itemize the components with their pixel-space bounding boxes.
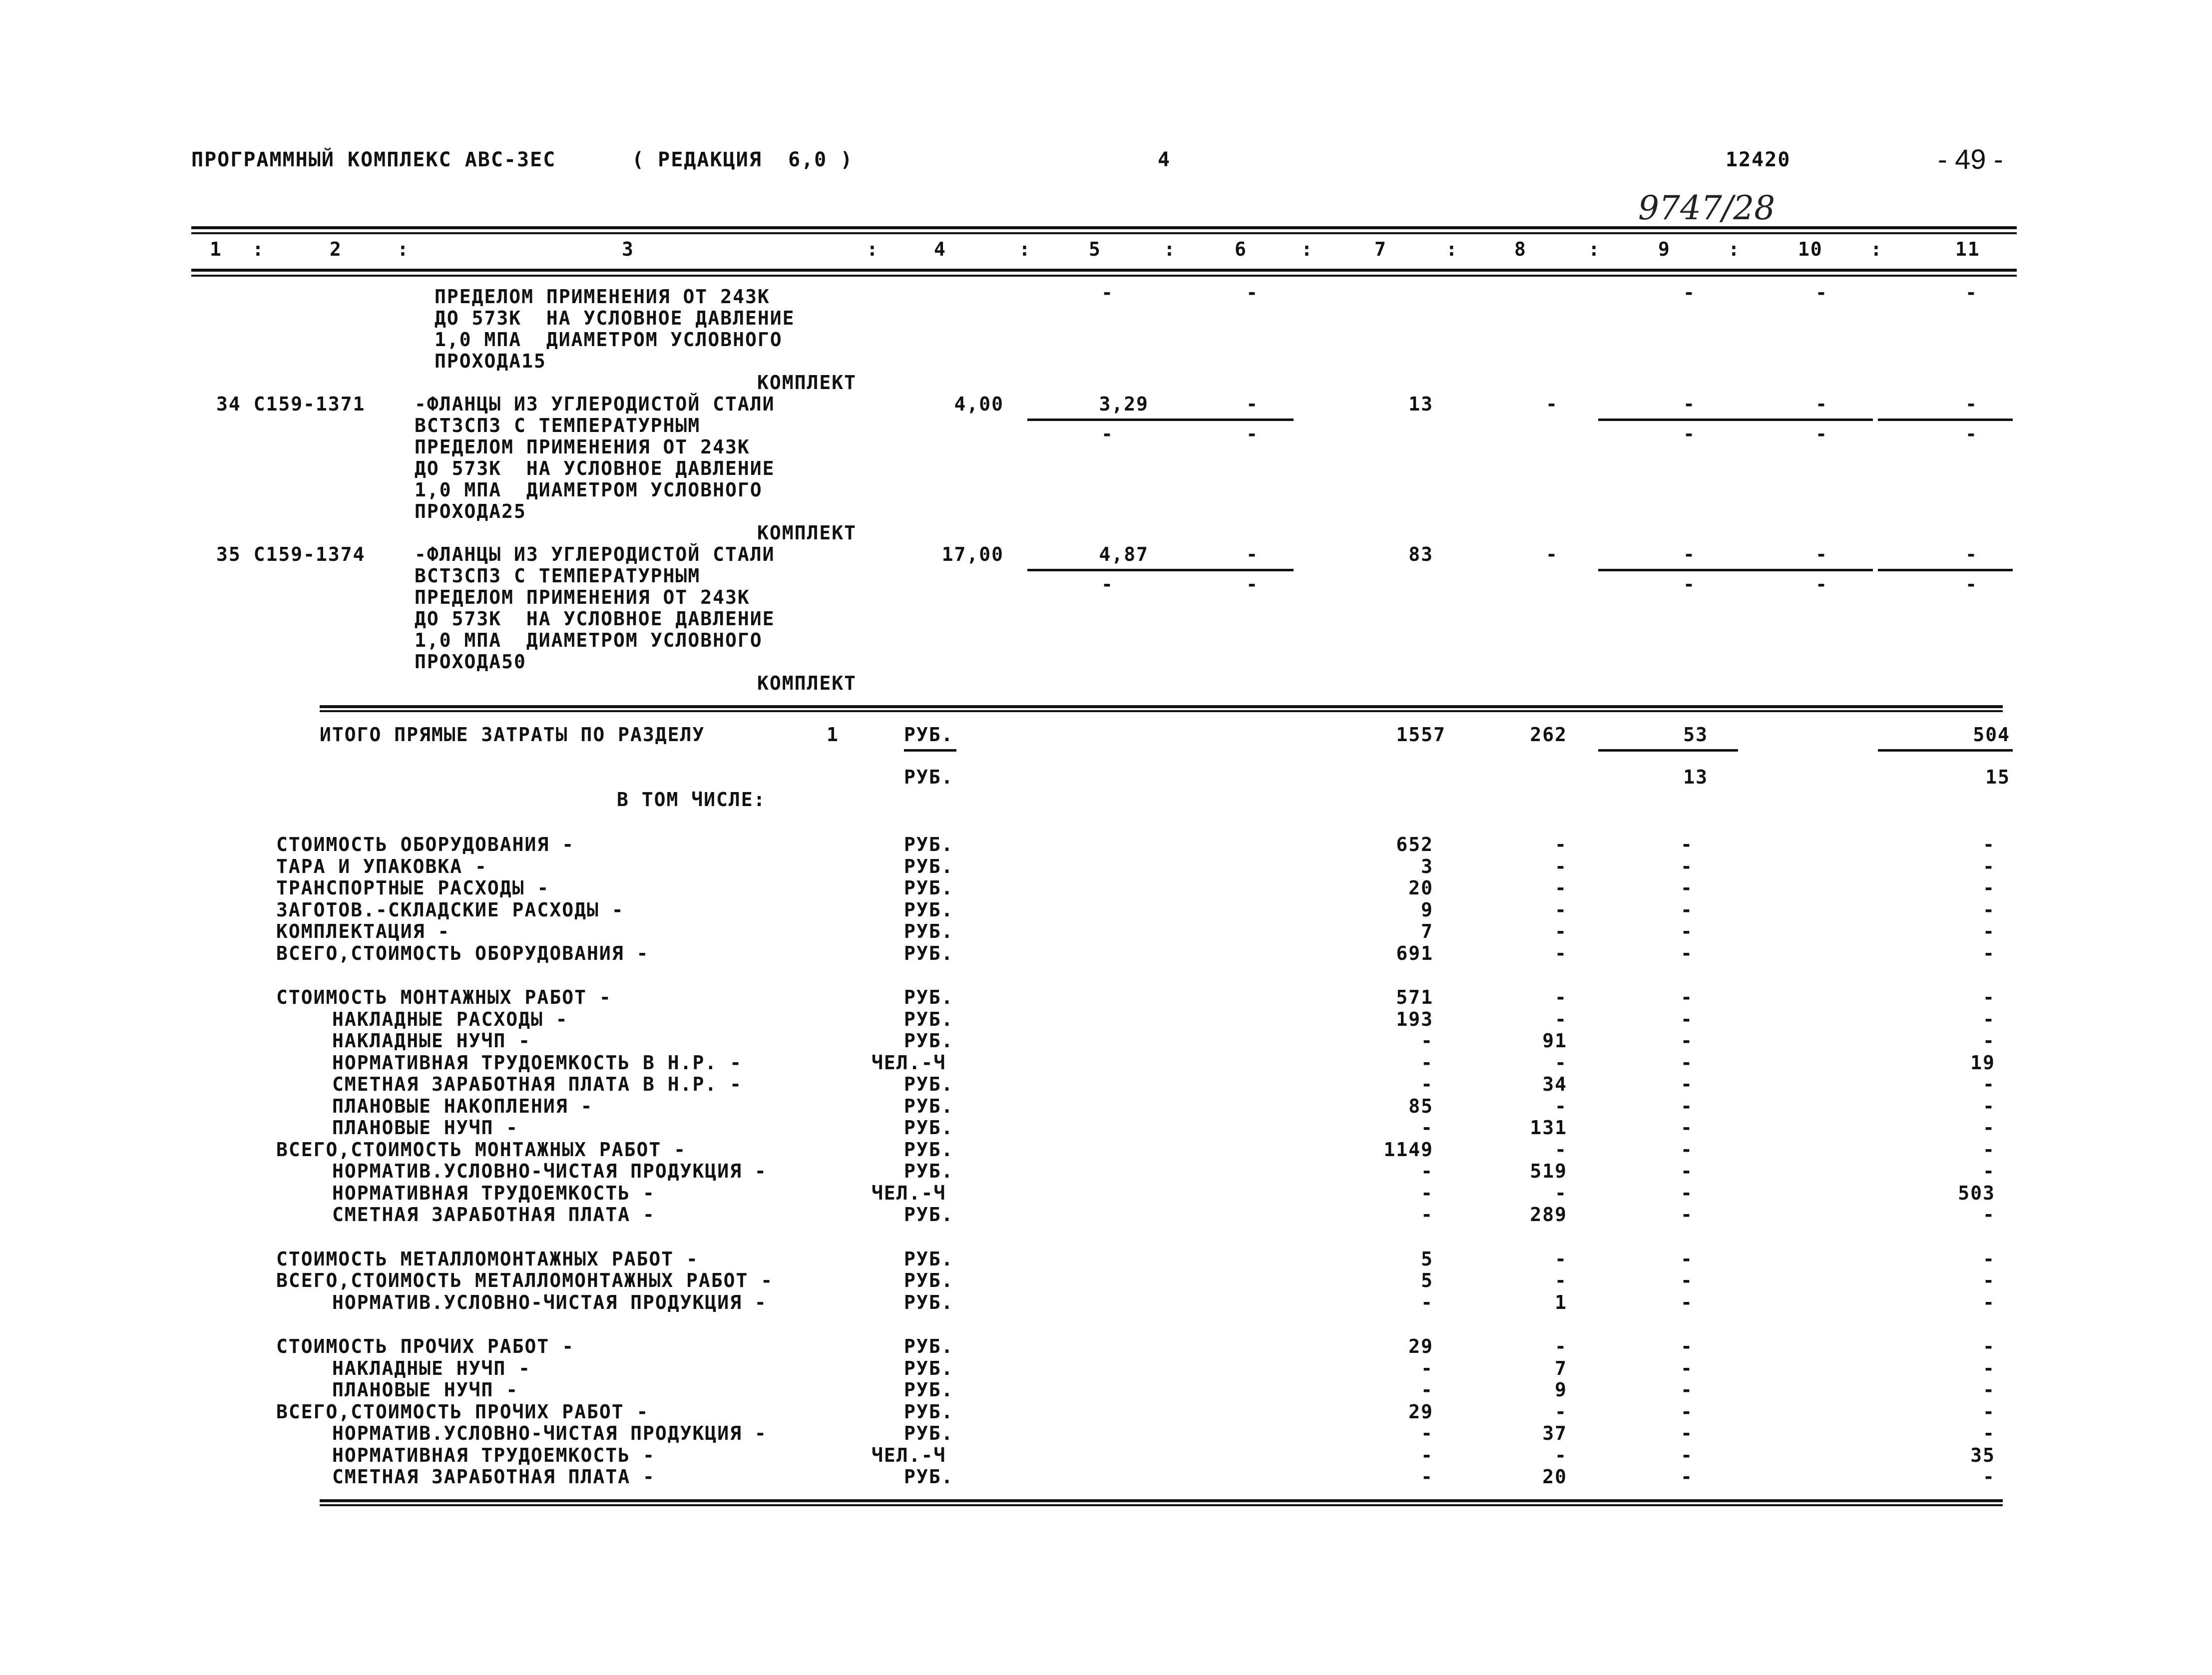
summary-col7: - [1421,1357,1433,1379]
fraction-rule [1878,569,2013,571]
item-col5: 4,87 [1099,543,1149,565]
total-unit: РУБ. [904,724,954,746]
column-separator: : [1164,238,1176,260]
summary-col7: - [1421,1379,1433,1401]
rule-total-top-2 [320,710,2003,712]
summary-unit: РУБ. [904,942,954,964]
item-description-line: 1,0 МПА ДИАМЕТРОМ УСЛОВНОГО [415,629,763,651]
sheet-number: 4 [1158,148,1171,171]
rule-bottom-2 [320,1504,2003,1506]
item-col7: 13 [1408,393,1433,415]
summary-col11: - [1983,1160,1995,1182]
summary-unit: РУБ. [904,877,954,899]
document-code: 12420 [1726,148,1791,171]
summary-col8: 289 [1530,1204,1567,1226]
summary-col7: 5 [1421,1248,1433,1270]
summary-col7: 29 [1408,1400,1433,1423]
summary-col7: - [1421,1160,1433,1182]
summary-label: ТРАНСПОРТНЫЕ РАСХОДЫ - [276,877,550,899]
dash-c8: - [1546,543,1558,565]
summary-unit: РУБ. [904,920,954,942]
summary-col11: - [1983,1269,1995,1291]
summary-col7: - [1421,1030,1433,1052]
summary-col11: 19 [1970,1051,1995,1074]
rule-top-2 [191,232,2017,234]
tail-unit: КОМПЛЕКТ [757,372,857,394]
summary-col8: - [1555,1269,1567,1291]
summary-col7: 1149 [1383,1138,1433,1161]
summary-unit: РУБ. [904,1466,954,1488]
summary-col9: - [1681,1160,1693,1182]
summary-col9: - [1681,1182,1693,1204]
summary-col11: - [1983,1095,1995,1117]
summary-label: НОРМАТИВ.УСЛОВНО-ЧИСТАЯ ПРОДУКЦИЯ - [332,1160,767,1182]
summary-col8: - [1555,986,1567,1008]
summary-col9: - [1681,1117,1693,1139]
summary-col11: - [1983,1357,1995,1379]
fraction-rule [1878,749,2013,752]
summary-col7: 85 [1408,1095,1433,1117]
summary-label: СМЕТНАЯ ЗАРАБОТНАЯ ПЛАТА - [332,1466,655,1488]
summary-col7: 193 [1396,1008,1433,1030]
column-number-11: 11 [1955,238,1980,260]
dash-c6-lower: - [1246,573,1259,595]
summary-col8: 7 [1555,1357,1567,1379]
column-number-3: 3 [622,238,634,260]
summary-col7: 571 [1396,986,1433,1008]
summary-col9: - [1681,1422,1693,1444]
column-number-10: 10 [1798,238,1823,260]
item-description-line: ДО 573К НА УСЛОВНОЕ ДАВЛЕНИЕ [415,457,775,479]
column-number-1: 1 [210,238,222,260]
summary-unit: ЧЕЛ.-Ч [872,1182,946,1204]
summary-label: ПЛАНОВЫЕ НУЧП - [332,1117,519,1139]
summary-label: СТОИМОСТЬ МОНТАЖНЫХ РАБОТ - [276,986,612,1008]
page-number: - 49 - [1938,143,2003,175]
dash-c11: - [1965,282,1978,304]
item-unit: КОМПЛЕКТ [757,522,857,544]
total-section: 1 [827,724,839,746]
summary-unit: РУБ. [904,1357,954,1379]
summary-col11: - [1983,1073,1995,1095]
fraction-rule [1878,419,2013,421]
summary-col11: - [1983,1335,1995,1357]
summary-col8: - [1555,855,1567,877]
summary-col8: - [1555,942,1567,964]
summary-col8: - [1555,920,1567,942]
summary-col11: - [1983,920,1995,942]
summary-col9: - [1681,1008,1693,1030]
summary-label: СТОИМОСТЬ МЕТАЛЛОМОНТАЖНЫХ РАБОТ - [276,1248,699,1270]
summary-col7: - [1421,1422,1433,1444]
tail-line: ПРЕДЕЛОМ ПРИМЕНЕНИЯ ОТ 243К [435,286,770,308]
summary-unit: РУБ. [904,1335,954,1357]
summary-col11: - [1983,1466,1995,1488]
item-description-line: ПРЕДЕЛОМ ПРИМЕНЕНИЯ ОТ 243К [415,586,750,608]
dash-c10: - [1815,393,1828,415]
column-number-2: 2 [330,238,342,260]
fraction-rule [1027,419,1176,421]
summary-col8: - [1555,1248,1567,1270]
summary-label: ЗАГОТОВ.-СКЛАДСКИЕ РАСХОДЫ - [276,898,624,921]
summary-col9: - [1681,1444,1693,1466]
summary-col8: - [1555,1335,1567,1357]
summary-col7: 5 [1421,1269,1433,1291]
edition: ( РЕДАКЦИЯ 6,0 ) [632,148,854,171]
column-separator: : [252,238,265,260]
tail-line: ПРОХОДА15 [435,350,546,372]
summary-unit: РУБ. [904,1379,954,1401]
summary-unit: РУБ. [904,1248,954,1270]
rule-header-bottom-2 [191,275,2017,277]
summary-col11: - [1983,1291,1995,1313]
column-separator: : [867,238,879,260]
dash-c6: - [1246,393,1259,415]
dash-c11: - [1965,393,1978,415]
dash-c5: - [1101,282,1114,304]
summary-col9: - [1681,1400,1693,1423]
summary-unit: РУБ. [904,1291,954,1313]
rule-total-top [320,705,2003,708]
summary-col8: - [1555,1400,1567,1423]
summary-col7: 9 [1421,898,1433,921]
summary-col8: - [1555,1182,1567,1204]
summary-unit: РУБ. [904,1422,954,1444]
summary-col8: 519 [1530,1160,1567,1182]
dash-c10-lower: - [1815,423,1828,445]
summary-col8: - [1555,1138,1567,1161]
summary-col11: - [1983,898,1995,921]
summary-col11: - [1983,1248,1995,1270]
summary-unit: ЧЕЛ.-Ч [872,1444,946,1466]
item-col5: 3,29 [1099,393,1149,415]
summary-col11: - [1983,1204,1995,1226]
summary-col11: - [1983,1008,1995,1030]
item-description-line: ПРОХОДА25 [415,500,526,522]
summary-col9: - [1681,920,1693,942]
summary-label: ВСЕГО,СТОИМОСТЬ МОНТАЖНЫХ РАБОТ - [276,1138,686,1161]
column-separator: : [1301,238,1314,260]
summary-col7: - [1421,1204,1433,1226]
column-number-9: 9 [1658,238,1671,260]
summary-col8: - [1555,898,1567,921]
summary-col7: 20 [1408,877,1433,899]
summary-col9: - [1681,1030,1693,1052]
summary-col8: - [1555,1095,1567,1117]
column-separator: : [1446,238,1458,260]
summary-col8: 34 [1542,1073,1567,1095]
summary-label: СТОИМОСТЬ ОБОРУДОВАНИЯ - [276,834,575,855]
summary-col9: - [1681,855,1693,877]
summary-label: НОРМАТИВНАЯ ТРУДОЕМКОСТЬ - [332,1444,655,1466]
dash-c10: - [1815,543,1828,565]
summary-label: СМЕТНАЯ ЗАРАБОТНАЯ ПЛАТА В Н.Р. - [332,1073,742,1095]
summary-unit: РУБ. [904,1204,954,1226]
summary-unit: РУБ. [904,1008,954,1030]
summary-col11: - [1983,855,1995,877]
summary-unit: РУБ. [904,1095,954,1117]
summary-col8: - [1555,1051,1567,1074]
summary-col11: - [1983,1379,1995,1401]
program-title: ПРОГРАММНЫЙ КОМПЛЕКС АВС-ЗЕС [191,148,556,171]
summary-label: НАКЛАДНЫЕ НУЧП - [332,1030,531,1052]
summary-col9: - [1681,1335,1693,1357]
dash-c5-lower: - [1101,423,1114,445]
fraction-rule [1171,419,1294,421]
summary-unit: РУБ. [904,1138,954,1161]
column-number-5: 5 [1089,238,1101,260]
summary-unit: РУБ. [904,1269,954,1291]
summary-label: ТАРА И УПАКОВКА - [276,855,487,877]
column-separator: : [1019,238,1031,260]
summary-label: НОРМАТИВ.УСЛОВНО-ЧИСТАЯ ПРОДУКЦИЯ - [332,1422,767,1444]
dash-c9-lower: - [1683,573,1696,595]
column-separator: : [1588,238,1601,260]
summary-col9: - [1681,877,1693,899]
summary-col8: 91 [1542,1030,1567,1052]
summary-col9: - [1681,1291,1693,1313]
summary-col8: 9 [1555,1379,1567,1401]
summary-label: НОРМАТИВНАЯ ТРУДОЕМКОСТЬ В Н.Р. - [332,1051,742,1074]
total-col11: 504 [1973,724,2010,746]
summary-col7: 29 [1408,1335,1433,1357]
total-col8: 262 [1530,724,1567,746]
summary-col9: - [1681,1379,1693,1401]
summary-col9: - [1681,1248,1693,1270]
summary-label: ПЛАНОВЫЕ НУЧП - [332,1379,519,1401]
summary-unit: ЧЕЛ.-Ч [872,1051,946,1074]
summary-col9: - [1681,898,1693,921]
item-unit: КОМПЛЕКТ [757,672,857,694]
summary-col8: 1 [1555,1291,1567,1313]
rule-header-bottom [191,269,2017,272]
summary-label: НАКЛАДНЫЕ НУЧП - [332,1357,531,1379]
summary-col7: - [1421,1117,1433,1139]
dash-c9: - [1683,282,1696,304]
summary-col9: - [1681,1073,1693,1095]
fraction-rule [1598,569,1738,571]
item-description-line: -ФЛАНЦЫ ИЗ УГЛЕРОДИСТОЙ СТАЛИ [415,543,775,565]
summary-col11: 35 [1970,1444,1995,1466]
total-label: ИТОГО ПРЯМЫЕ ЗАТРАТЫ ПО РАЗДЕЛУ [320,724,705,746]
summary-label: ВСЕГО,СТОИМОСТЬ МЕТАЛЛОМОНТАЖНЫХ РАБОТ - [276,1269,774,1291]
summary-label: КОМПЛЕКТАЦИЯ - [276,920,450,942]
item-number: 35 С159-1374 [216,543,366,565]
summary-col9: - [1681,986,1693,1008]
summary-unit: РУБ. [904,1160,954,1182]
item-description-line: 1,0 МПА ДИАМЕТРОМ УСЛОВНОГО [415,479,763,501]
summary-col11: - [1983,942,1995,964]
tail-line: ДО 573К НА УСЛОВНОЕ ДАВЛЕНИЕ [435,307,795,329]
summary-col11: - [1983,1400,1995,1423]
summary-col9: - [1681,1466,1693,1488]
fraction-rule [1738,419,1873,421]
column-number-6: 6 [1235,238,1247,260]
fraction-rule [1027,569,1176,571]
summary-col7: - [1421,1051,1433,1074]
column-number-4: 4 [934,238,946,260]
summary-col9: - [1681,834,1693,855]
summary-col8: 37 [1542,1422,1567,1444]
dash-c11: - [1965,543,1978,565]
summary-col11: - [1983,877,1995,899]
total-col7: 1557 [1396,724,1446,746]
summary-col9: - [1681,1051,1693,1074]
dash-c5-lower: - [1101,573,1114,595]
summary-col11: - [1983,834,1995,855]
item-description-line: ДО 573К НА УСЛОВНОЕ ДАВЛЕНИЕ [415,608,775,630]
summary-unit: РУБ. [904,834,954,855]
summary-col7: 691 [1396,942,1433,964]
summary-col8: - [1555,834,1567,855]
summary-label: ПЛАНОВЫЕ НАКОПЛЕНИЯ - [332,1095,593,1117]
dash-c6-lower: - [1246,423,1259,445]
item-description-line: ВСТЗСПЗ С ТЕМПЕРАТУРНЫМ [415,565,701,587]
summary-col9: - [1681,1269,1693,1291]
fraction-rule [1738,569,1873,571]
summary-unit: РУБ. [904,1030,954,1052]
item-description-line: ПРЕДЕЛОМ ПРИМЕНЕНИЯ ОТ 243К [415,436,750,458]
summary-col8: - [1555,1444,1567,1466]
column-separator: : [1728,238,1741,260]
column-separator: : [397,238,410,260]
summary-label: НОРМАТИВНАЯ ТРУДОЕМКОСТЬ - [332,1182,655,1204]
item-number: 34 С159-1371 [216,393,366,415]
summary-col9: - [1681,942,1693,964]
item-col4: 17,00 [941,543,1004,565]
dash-c10: - [1815,282,1828,304]
summary-label: ВСЕГО,СТОИМОСТЬ ПРОЧИХ РАБОТ - [276,1400,649,1423]
item-col4: 4,00 [954,393,1004,415]
dash-c9: - [1683,543,1696,565]
summary-col9: - [1681,1357,1693,1379]
summary-unit: РУБ. [904,898,954,921]
summary-unit: РУБ. [904,855,954,877]
item-description-line: ВСТЗСПЗ С ТЕМПЕРАТУРНЫМ [415,415,701,436]
summary-col7: - [1421,1182,1433,1204]
dash-c11-lower: - [1965,423,1978,445]
item-col7: 83 [1408,543,1433,565]
summary-label: СМЕТНАЯ ЗАРАБОТНАЯ ПЛАТА - [332,1204,655,1226]
summary-col7: - [1421,1444,1433,1466]
summary-label: ВСЕГО,СТОИМОСТЬ ОБОРУДОВАНИЯ - [276,942,649,964]
summary-col11: - [1983,1030,1995,1052]
column-number-8: 8 [1514,238,1527,260]
total-col9-b: 13 [1683,766,1708,788]
summary-col11: - [1983,1138,1995,1161]
item-description-line: -ФЛАНЦЫ ИЗ УГЛЕРОДИСТОЙ СТАЛИ [415,393,775,415]
summary-col9: - [1681,1095,1693,1117]
including-heading: В ТОМ ЧИСЛЕ: [617,789,766,811]
summary-unit: РУБ. [904,1073,954,1095]
dash-c9-lower: - [1683,423,1696,445]
summary-col8: 131 [1530,1117,1567,1139]
summary-col7: - [1421,1291,1433,1313]
summary-col9: - [1681,1138,1693,1161]
dash-c10-lower: - [1815,573,1828,595]
rule-bottom [320,1499,2003,1502]
summary-col7: - [1421,1466,1433,1488]
summary-col7: 7 [1421,920,1433,942]
summary-label: НАКЛАДНЫЕ РАСХОДЫ - [332,1008,568,1030]
total-unit-2: РУБ. [904,766,954,788]
fraction-rule [1598,419,1738,421]
fraction-rule [1598,749,1738,752]
summary-label: НОРМАТИВ.УСЛОВНО-ЧИСТАЯ ПРОДУКЦИЯ - [332,1291,767,1313]
summary-col11: 503 [1958,1182,1995,1204]
summary-unit: РУБ. [904,986,954,1008]
summary-col7: - [1421,1073,1433,1095]
summary-col11: - [1983,1422,1995,1444]
summary-col9: - [1681,1204,1693,1226]
item-description-line: ПРОХОДА50 [415,651,526,673]
dash-c9: - [1683,393,1696,415]
column-number-7: 7 [1374,238,1387,260]
summary-col8: - [1555,877,1567,899]
summary-col8: - [1555,1008,1567,1030]
total-col11-b: 15 [1985,766,2010,788]
dash-c6: - [1246,543,1259,565]
summary-unit: РУБ. [904,1117,954,1139]
handwritten-note: 9747/28 [1638,189,1775,227]
dash-c11-lower: - [1965,573,1978,595]
summary-col11: - [1983,986,1995,1008]
summary-col7: 652 [1396,834,1433,855]
summary-col7: 3 [1421,855,1433,877]
summary-label: СТОИМОСТЬ ПРОЧИХ РАБОТ - [276,1335,575,1357]
summary-unit: РУБ. [904,1400,954,1423]
fraction-rule [904,749,956,752]
column-separator: : [1870,238,1883,260]
dash-c6: - [1246,282,1259,304]
summary-col8: 20 [1542,1466,1567,1488]
tail-line: 1,0 МПА ДИАМЕТРОМ УСЛОВНОГО [435,329,783,351]
fraction-rule [1171,569,1294,571]
total-col9: 53 [1683,724,1708,746]
dash-c8: - [1546,393,1558,415]
rule-top [191,226,2017,229]
summary-col11: - [1983,1117,1995,1139]
